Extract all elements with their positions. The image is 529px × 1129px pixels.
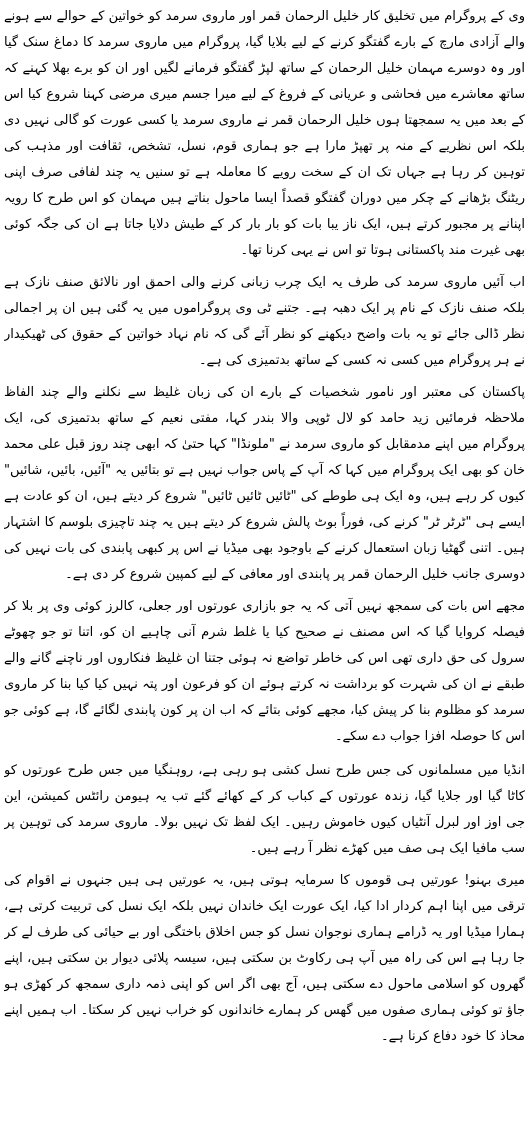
- paragraph-3: پاکستان کی معتبر اور نامور شخصیات کے بارے ان کی زبان غلیظ سے نکلنے والے چند الفاظ ملاحظہ فرمائیں زید حامد کو لال ٹوپی والا بندر کہا، مفتی نعیم کے ساتھ بدتمیزی کی، ایک پروگرام میں اپنے مدمقابل کو ماروی سرمد نے "ملونڈا" کہا حتیٰ کہ ابھی چند روز قبل علی محمد خان کو بھی ایک پروگرام میں کہا کہ آپ کے پاس جواب نہیں ہے تو بتائیں یہ "آئیں، بائیں، شائیں" کیوں کر رہے ہیں، وہ ایک ہی طوطے کی "ٹائیں ٹائیں ٹائیں" شروع کر دیتے ہیں، ان کو عادت ہے ایسے ہی "ٹرٹر ٹر" کرنے کی، فوراً بوٹ پالش شروع کر دیتے ہیں یہ چند تاچیزی بلوسم کا اشتہار ہیں۔ اتنی گھٹیا زبان استعمال کرنے کے باوجود بھی میڈیا نے اس پر کبھی پابندی کی بات نہیں کی دوسری جانب خلیل الرحمان قمر پر پابندی اور معافی کے لیے کمپین شروع کر دی ہے۔: [4, 385, 525, 582]
- paragraph-4: مجھے اس بات کی سمجھ نہیں آتی کہ یہ جو بازاری عورتوں اور جعلی، کالرز کوئی وی پر بلا کر فیصلہ کروایا گیا کہ اس مصنف نے صحیح کیا یا غلط شرم آنی چاہیے ان کو، اتنا تو جو چھوٹے سرول کی حق داری تھی اس کی خاطر تواضع نہ ہوئی جتنا ان غلیظ فنکاروں اور ناچنے گانے والے طبقے نے ان کی شہرت کو برداشت نہ کرتے ہوئے ان کو فرعون اور پتہ نہیں کیا کیا بنا کر ماروی سرمد کو مظلوم بنا کر پیش کیا، مجھے کوئی بتائے کہ اب ان پر کون پابندی لگائے گا، ہے کوئی جو اس کا حوصلہ افزا جواب دے سکے۔: [4, 599, 525, 744]
- article-text: [4, 4, 525, 1125]
- paragraph-1: وی کے پروگرام میں تخلیق کار خلیل الرحمان قمر اور ماروی سرمد کو خواتین کے حوالے سے ہونے والے آزادی مارچ کے بارے گفتگو کرنے کے لیے بلایا گیا، پروگرام میں ماروی سرمد کا دماغ سنک گیا اور وہ دوسرے مہمان خلیل الرحمان کے ساتھ لپڑ گفتگو فرمانے لگیں اور ان کو برے بھلا کہنے کہ ساتھ معاشرے میں فحاشی و عریانی کے فروغ کے لیے میرا جسم میری مرضی کہنا شروع کیا اس کے بعد میں یہ سمجھتا ہوں خلیل الرحمان قمر نے ماروی سرمد یا کسی عورت کو گالی نہیں دی بلکہ اس نظریے کے منہ پر تھپڑ مارا ہے جو ہماری قوم، نسل، تشخص، ثقافت اور مذہب کی توہین کر رہا ہے جہاں تک ان کے سخت رویے کا معاملہ ہے تو سنیں یہ چند لفافی صرف اپنی ریٹنگ بڑھانے کے چکر میں دوران گفتگو قصداً ایسا ماحول بناتے ہیں مہمان کو اس طرح کا رویہ اپنانے پر مجبور کرتے ہیں، ایک ناز یبا بات کو بار بار کر کے طیش دلایا جاتا ہے ان کی جگہ کوئی بھی غیرت مند پاکستانی ہوتا تو اس نے یہی کرنا تھا۔: [4, 9, 525, 258]
- paragraph-5: انڈیا میں مسلمانوں کی جس طرح نسل کشی ہو رہی ہے، روہنگیا میں جس طرح عورتوں کو کاٹا گیا اور جلایا گیا، زندہ عورتوں کے کباب کر کے کھائے گئے تب یہ ہیومن رائٹس کمیشن، این جی اوز اور لبرل آنٹیاں کیوں خاموش رہیں۔ ایک لفظ تک نہیں بولا۔ ماروی سرمد کی توہین پر سب مافیا ایک ہی صف میں کھڑے نظر آ رہے ہیں۔: [4, 763, 525, 856]
- paragraph-6: میری بہنو! عورتیں ہی قوموں کا سرمایہ ہوتی ہیں، یہ عورتیں ہی ہیں جنہوں نے اقوام کی ترقی میں اپنا اہم کردار ادا کیا، ایک عورت ایک خاندان نہیں بلکہ ایک نسل کی تربیت کرتی ہے، ہمارا میڈیا اور یہ ڈرامے ہماری نوجوان نسل کو جس اخلاق باختگی اور بے حیائی کی طرف لے کر جا رہا ہے اس کی راہ میں آپ ہی رکاوٹ بن سکتی ہیں، سیسہ پلائی دیوار بن سکتی ہیں، اپنے گھروں کو اسلامی ماحول دے سکتی ہیں، آج بھی اگر اس کو اپنی ذمہ داری سمجھ کر کھڑی ہو جاؤ تو کوئی ہماری صفوں میں گھس کر ہمارے خاندانوں کو خراب نہیں کر سکتا۔ اب ہمیں اپنے محاذ کا خود دفاع کرنا ہے۔: [4, 873, 525, 1044]
- paragraph-2: اب آئیں ماروی سرمد کی طرف یہ ایک چرب زبانی کرنے والی احمق اور نالائق صنف نازک ہے بلکہ صنف نازک کے نام پر ایک دھبہ ہے۔ جتنے ٹی وی پروگراموں میں یہ گئی ہیں ان پر اجمالی نظر ڈالی جائے تو یہ بات واضح دیکھنے کو نظر آئے گی کہ نام نہاد خواتین کے حقوق کی ٹھیکیدار نے ہر پروگرام میں کسی نہ کسی کے ساتھ بدتمیزی کی ہے۔: [4, 275, 525, 368]
